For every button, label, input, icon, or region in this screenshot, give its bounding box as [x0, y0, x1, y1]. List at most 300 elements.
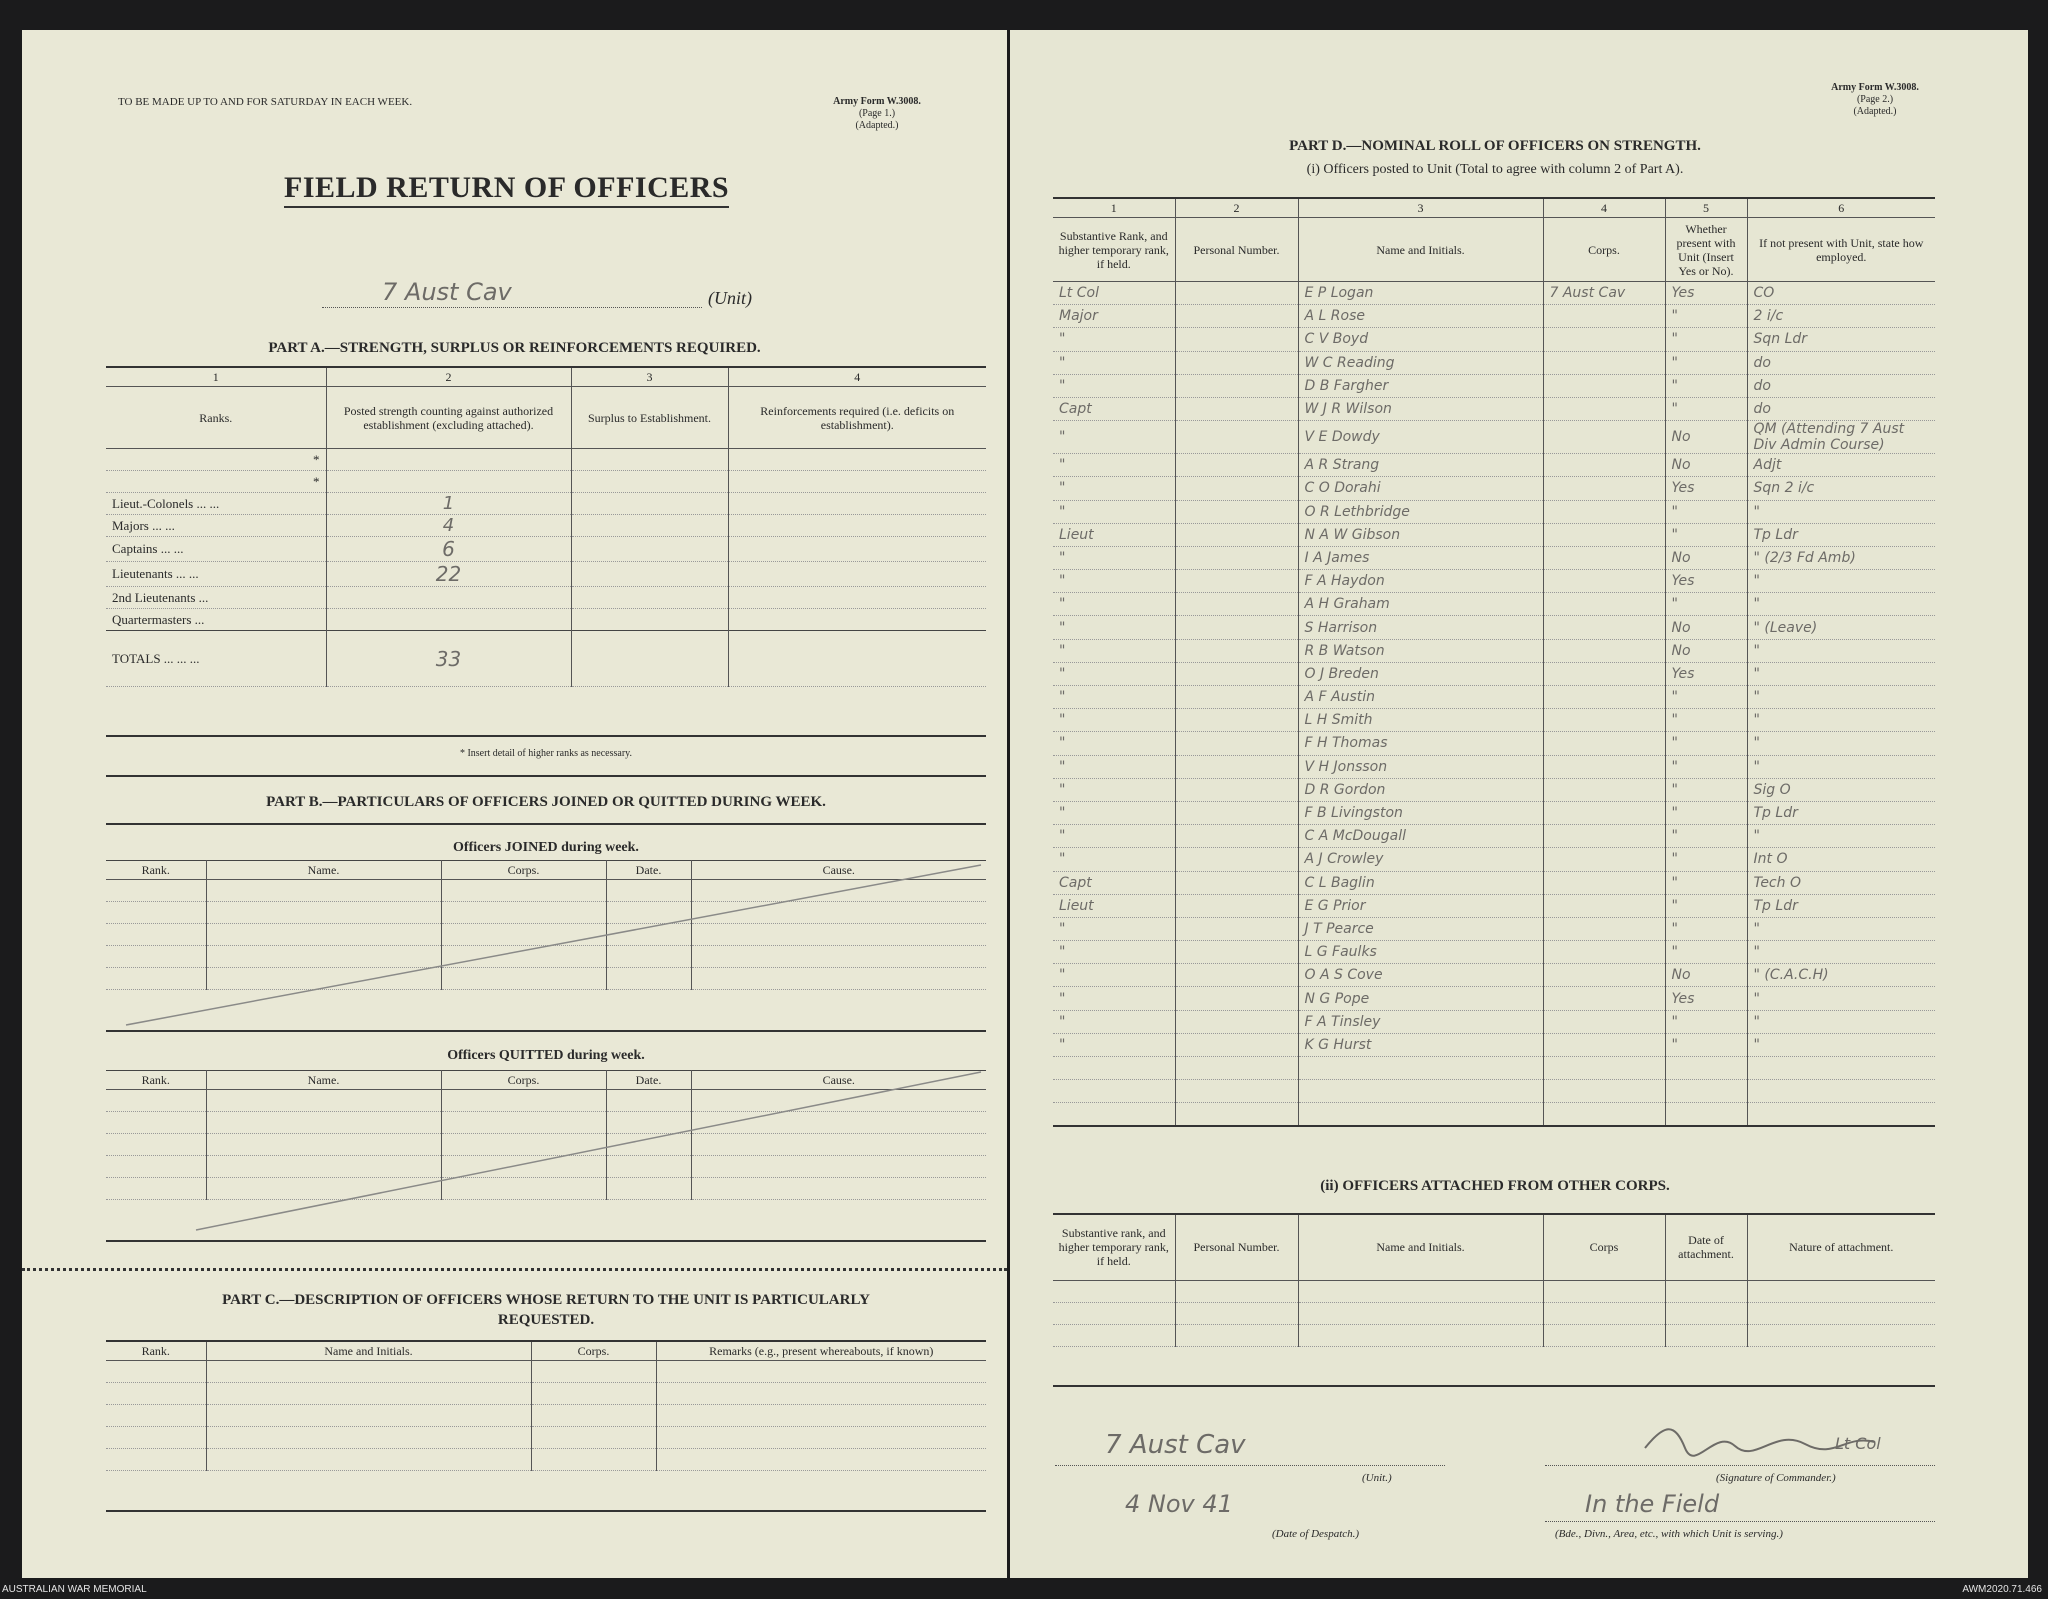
table-row: [1053, 282, 1935, 305]
roll-cell-present: ": [1665, 397, 1747, 420]
roll-cell-present: Yes: [1665, 987, 1747, 1010]
column-header-ranks: Ranks.: [106, 387, 326, 449]
roll-cell-rank: ": [1053, 709, 1175, 732]
roll-cell-employed: Sqn Ldr: [1747, 328, 1935, 351]
table-row: [1053, 1057, 1935, 1080]
table-row: Quartermasters ...: [106, 609, 986, 631]
rule: [106, 1240, 986, 1242]
table-row: [1053, 1103, 1935, 1126]
table-row: Lieut.-Colonels ... ... 1: [106, 493, 986, 515]
footer-archive-label: AUSTRALIAN WAR MEMORIAL: [2, 1584, 147, 1595]
form-number-block: [1790, 82, 1960, 118]
roll-cell-name: C L Baglin: [1298, 871, 1543, 894]
roll-cell-rank: ": [1053, 639, 1175, 662]
roll-cell-employed: ": [1747, 1033, 1935, 1056]
roll-cell-rank: ": [1053, 421, 1175, 454]
roll-cell-rank: ": [1053, 1010, 1175, 1033]
roll-cell-name: A L Rose: [1298, 305, 1543, 328]
table-row: 2nd Lieutenants ...: [106, 587, 986, 609]
unit-value: 7 Aust Cav: [382, 278, 512, 306]
roll-cell-rank: ": [1053, 616, 1175, 639]
top-note: TO BE MADE UP TO AND FOR SATURDAY IN EACH WEEK.: [118, 96, 413, 108]
table-row: [1053, 709, 1935, 732]
column-header-cause: Cause.: [691, 1071, 986, 1090]
roll-cell-name: F H Thomas: [1298, 732, 1543, 755]
roll-cell-corps: [1543, 871, 1665, 894]
table-row: [1053, 616, 1935, 639]
roll-cell-present: ": [1665, 305, 1747, 328]
roll-cell-corps: [1543, 964, 1665, 987]
column-header-name-and-initials: Name and Initials.: [206, 1341, 531, 1361]
roll-column-headers: [1053, 218, 1935, 282]
roll-cell-present: ": [1665, 941, 1747, 964]
location-value: In the Field: [1585, 1490, 1720, 1518]
column-header-surplus: Surplus to Establishment.: [571, 387, 728, 449]
column-header-rank: Rank.: [106, 1071, 206, 1090]
roll-cell-corps: [1543, 523, 1665, 546]
roll-cell-rank: ": [1053, 662, 1175, 685]
roll-cell-corps: [1543, 616, 1665, 639]
roll-cell-name: A H Graham: [1298, 593, 1543, 616]
roll-cell-rank: ": [1053, 454, 1175, 477]
part-a-table: [106, 368, 986, 687]
roll-cell-employed: ": [1747, 917, 1935, 940]
table-row: [1053, 523, 1935, 546]
roll-cell-rank: ": [1053, 987, 1175, 1010]
roll-cell-present: ": [1665, 374, 1747, 397]
strike-through-line: [106, 1070, 986, 1240]
unit-label: (Unit): [708, 288, 752, 308]
roll-cell-rank: ": [1053, 732, 1175, 755]
column-header-corps: Corps.: [441, 861, 606, 880]
roll-cell-name: A R Strang: [1298, 454, 1543, 477]
roll-cell-employed: Adjt: [1747, 454, 1935, 477]
roll-cell-employed: ": [1747, 755, 1935, 778]
roll-cell-name: D R Gordon: [1298, 778, 1543, 801]
roll-cell-present: ": [1665, 709, 1747, 732]
roll-cell-present: ": [1665, 328, 1747, 351]
roll-cell-employed: ": [1747, 825, 1935, 848]
roll-cell-present: ": [1665, 848, 1747, 871]
roll-cell-name: V E Dowdy: [1298, 421, 1543, 454]
column-header-personal-number: Personal Number.: [1175, 218, 1298, 282]
roll-cell-present: ": [1665, 523, 1747, 546]
sign-unit-label: (Unit.): [1362, 1472, 1392, 1484]
table-row: [106, 1449, 986, 1471]
table-row: [1053, 732, 1935, 755]
column-header-remarks: Remarks (e.g., present whereabouts, if known): [656, 1341, 986, 1361]
table-row: [1053, 593, 1935, 616]
roll-cell-present: Yes: [1665, 662, 1747, 685]
roll-cell-name: L G Faulks: [1298, 941, 1543, 964]
roll-cell-employed: ": [1747, 686, 1935, 709]
sign-date-label: (Date of Despatch.): [1272, 1528, 1360, 1540]
roll-cell-corps: [1543, 894, 1665, 917]
roll-cell-present: ": [1665, 351, 1747, 374]
roll-cell-employed: Sqn 2 i/c: [1747, 477, 1935, 500]
table-row: [1053, 894, 1935, 917]
roll-cell-present: ": [1665, 801, 1747, 824]
table-row: [1053, 755, 1935, 778]
roll-cell-employed: QM (Attending 7 Aust Div Admin Course): [1747, 421, 1935, 454]
rule: [106, 823, 986, 825]
roll-cell-rank: Lieut: [1053, 894, 1175, 917]
roll-cell-rank: ": [1053, 1033, 1175, 1056]
sign-date-field: [1055, 1490, 1445, 1522]
roll-cell-corps: [1543, 941, 1665, 964]
column-header-personal-number: Personal Number.: [1175, 1214, 1298, 1280]
roll-cell-corps: [1543, 848, 1665, 871]
roll-cell-corps: [1543, 374, 1665, 397]
roll-cell-present: ": [1665, 825, 1747, 848]
table-row: [1053, 305, 1935, 328]
part-a-bottom-rule: [106, 735, 986, 737]
nominal-roll-rows: [1053, 282, 1935, 1127]
roll-cell-present: ": [1665, 778, 1747, 801]
roll-cell-corps: [1543, 546, 1665, 569]
roll-cell-rank: ": [1053, 825, 1175, 848]
roll-cell-rank: Lt Col: [1053, 282, 1175, 305]
form-adapted: (Adapted.): [1853, 106, 1897, 117]
table-row: [1053, 351, 1935, 374]
part-a-footnote: * Insert detail of higher ranks as necessary.: [459, 748, 633, 759]
roll-cell-employed: ": [1747, 987, 1935, 1010]
roll-cell-rank: ": [1053, 686, 1175, 709]
roll-cell-employed: ": [1747, 662, 1935, 685]
roll-cell-corps: [1543, 570, 1665, 593]
table-row: [1053, 871, 1935, 894]
table-row: [1053, 477, 1935, 500]
part-c-heading: PART C.—DESCRIPTION OF OFFICERS WHOSE RETURN TO THE UNIT IS PARTICULARLY REQUESTED.: [222, 1292, 870, 1328]
table-row: [1053, 801, 1935, 824]
form-page-number: (Page 1.): [858, 108, 896, 119]
table-row: [1053, 778, 1935, 801]
roll-cell-present: ": [1665, 1010, 1747, 1033]
roll-cell-name: R B Watson: [1298, 639, 1543, 662]
column-header-name: Name.: [206, 861, 441, 880]
table-row: Lieutenants ... ... 22: [106, 562, 986, 587]
roll-cell-corps: [1543, 732, 1665, 755]
roll-cell-rank: ": [1053, 801, 1175, 824]
roll-cell-name: A J Crowley: [1298, 848, 1543, 871]
signature-field: [1545, 1430, 1935, 1466]
table-row: [1053, 500, 1935, 523]
roll-cell-name: I A James: [1298, 546, 1543, 569]
roll-cell-rank: Lieut: [1053, 523, 1175, 546]
roll-cell-present: ": [1665, 917, 1747, 940]
roll-cell-corps: [1543, 917, 1665, 940]
roll-cell-employed: do: [1747, 374, 1935, 397]
roll-cell-corps: [1543, 1010, 1665, 1033]
form-number: Army Form W.3008.: [1831, 82, 1919, 93]
roll-cell-rank: ": [1053, 917, 1175, 940]
table-row: [1053, 546, 1935, 569]
table-row: [1053, 454, 1935, 477]
column-header-cause: Cause.: [691, 861, 986, 880]
table-row: [1053, 639, 1935, 662]
roll-cell-rank: ": [1053, 477, 1175, 500]
page-title: FIELD RETURN OF OFFICERS: [284, 170, 729, 208]
column-header-corps: Corps: [1543, 1214, 1665, 1280]
roll-cell-name: E G Prior: [1298, 894, 1543, 917]
roll-cell-name: W C Reading: [1298, 351, 1543, 374]
column-header-nature-of-attachment: Nature of attachment.: [1747, 1214, 1935, 1280]
column-header-rank: Rank.: [106, 861, 206, 880]
roll-cell-employed: do: [1747, 351, 1935, 374]
table-row: [1053, 397, 1935, 420]
roll-cell-name: O R Lethbridge: [1298, 500, 1543, 523]
roll-cell-rank: ": [1053, 941, 1175, 964]
part-c-table: [106, 1340, 986, 1471]
column-header-rank: Rank.: [106, 1341, 206, 1361]
rule: [106, 1510, 986, 1512]
roll-cell-name: V H Jonsson: [1298, 755, 1543, 778]
roll-cell-corps: [1543, 593, 1665, 616]
roll-cell-corps: [1543, 421, 1665, 454]
roll-cell-employed: ": [1747, 709, 1935, 732]
table-row: [106, 1405, 986, 1427]
location-field: [1545, 1490, 1935, 1522]
table-row: [1053, 570, 1935, 593]
column-header-date: Date.: [606, 861, 691, 880]
quitted-heading: Officers QUITTED during week.: [447, 1048, 645, 1063]
roll-cell-corps: [1543, 801, 1665, 824]
table-row: [1053, 917, 1935, 940]
roll-cell-employed: CO: [1747, 282, 1935, 305]
column-header-present: Whether present with Unit (Insert Yes or No).: [1665, 218, 1747, 282]
roll-cell-corps: [1543, 825, 1665, 848]
roll-cell-present: ": [1665, 500, 1747, 523]
perforation-line: [22, 1268, 1007, 1271]
form-page-2: [1010, 30, 2028, 1578]
roll-cell-employed: " (C.A.C.H): [1747, 964, 1935, 987]
form-number-block: [802, 96, 952, 132]
roll-cell-present: Yes: [1665, 570, 1747, 593]
roll-cell-present: No: [1665, 546, 1747, 569]
roll-cell-name: D B Fargher: [1298, 374, 1543, 397]
roll-cell-employed: " (Leave): [1747, 616, 1935, 639]
roll-cell-rank: Capt: [1053, 397, 1175, 420]
roll-cell-rank: Major: [1053, 305, 1175, 328]
roll-cell-employed: Tp Ldr: [1747, 801, 1935, 824]
rule: [106, 1030, 986, 1032]
roll-cell-corps: [1543, 477, 1665, 500]
roll-cell-employed: Tech O: [1747, 871, 1935, 894]
table-row: [1053, 328, 1935, 351]
roll-cell-rank: ": [1053, 374, 1175, 397]
roll-cell-employed: ": [1747, 500, 1935, 523]
rule: [1053, 1385, 1935, 1387]
roll-cell-corps: [1543, 709, 1665, 732]
roll-cell-employed: ": [1747, 941, 1935, 964]
roll-cell-employed: Tp Ldr: [1747, 894, 1935, 917]
part-d-subheading: (i) Officers posted to Unit (Total to agree with column 2 of Part A).: [1306, 162, 1684, 177]
roll-cell-name: O J Breden: [1298, 662, 1543, 685]
column-header-rank: Substantive rank, and higher temporary rank, if held.: [1053, 1214, 1175, 1280]
roll-cell-corps: 7 Aust Cav: [1543, 282, 1665, 305]
column-header-date: Date.: [606, 1071, 691, 1090]
form-number: Army Form W.3008.: [833, 96, 921, 107]
table-row: [1053, 1080, 1935, 1103]
table-row: [1053, 686, 1935, 709]
unit-field: [322, 278, 702, 308]
roll-cell-employed: ": [1747, 570, 1935, 593]
roll-cell-name: C O Dorahi: [1298, 477, 1543, 500]
sign-date-value: 4 Nov 41: [1125, 1490, 1233, 1518]
roll-cell-rank: ": [1053, 546, 1175, 569]
roll-cell-corps: [1543, 351, 1665, 374]
roll-cell-rank: ": [1053, 351, 1175, 374]
totals-row: TOTALS ... ... ... 33: [106, 631, 986, 687]
roll-cell-name: F A Haydon: [1298, 570, 1543, 593]
roll-cell-rank: ": [1053, 755, 1175, 778]
joined-heading: Officers JOINED during week.: [453, 840, 639, 855]
roll-cell-employed: ": [1747, 732, 1935, 755]
roll-cell-name: L H Smith: [1298, 709, 1543, 732]
roll-cell-employed: do: [1747, 397, 1935, 420]
table-row: *: [106, 449, 986, 471]
table-row: [106, 1383, 986, 1405]
roll-cell-rank: Capt: [1053, 871, 1175, 894]
table-row: [1053, 987, 1935, 1010]
table-row: [1053, 825, 1935, 848]
roll-cell-present: Yes: [1665, 477, 1747, 500]
roll-cell-present: ": [1665, 1033, 1747, 1056]
column-header-corps: Corps.: [441, 1071, 606, 1090]
column-header-name-and-initials: Name and Initials.: [1298, 218, 1543, 282]
signature-label: (Signature of Commander.): [1716, 1472, 1836, 1484]
strike-through-line: [106, 860, 986, 1030]
part-b-heading: PART B.—PARTICULARS OF OFFICERS JOINED OR QUITTED DURING WEEK.: [266, 794, 826, 810]
roll-cell-name: C A McDougall: [1298, 825, 1543, 848]
rule: [106, 775, 986, 777]
roll-cell-name: N G Pope: [1298, 987, 1543, 1010]
roll-cell-corps: [1543, 305, 1665, 328]
table-row: [1053, 421, 1935, 454]
table-row: [1053, 662, 1935, 685]
roll-cell-corps: [1543, 778, 1665, 801]
roll-cell-rank: ": [1053, 328, 1175, 351]
roll-cell-name: F A Tinsley: [1298, 1010, 1543, 1033]
roll-cell-present: ": [1665, 871, 1747, 894]
nominal-roll-table: [1053, 197, 1935, 1127]
roll-cell-rank: ": [1053, 593, 1175, 616]
roll-cell-employed: 2 i/c: [1747, 305, 1935, 328]
roll-cell-name: A F Austin: [1298, 686, 1543, 709]
column-header-reinforcements: Reinforcements required (i.e. deficits on establishment).: [728, 387, 986, 449]
column-header-posted-strength: Posted strength counting against authorized establishment (excluding attached).: [326, 387, 571, 449]
sign-unit-value: 7 Aust Cav: [1105, 1430, 1246, 1460]
table-row: [1053, 374, 1935, 397]
roll-cell-employed: Sig O: [1747, 778, 1935, 801]
roll-cell-corps: [1543, 686, 1665, 709]
table-row: [1053, 1324, 1935, 1346]
form-page-number: (Page 2.): [1856, 94, 1894, 105]
column-header-name-and-initials: Name and Initials.: [1298, 1214, 1543, 1280]
location-label: (Bde., Divn., Area, etc., with which Unit is serving.): [1555, 1528, 1783, 1540]
roll-cell-present: No: [1665, 454, 1747, 477]
roll-cell-name: W J R Wilson: [1298, 397, 1543, 420]
roll-cell-corps: [1543, 328, 1665, 351]
roll-cell-name: C V Boyd: [1298, 328, 1543, 351]
roll-cell-rank: ": [1053, 500, 1175, 523]
roll-cell-name: E P Logan: [1298, 282, 1543, 305]
part-a-column-numbers: 1 2 3 4: [106, 368, 986, 387]
roll-cell-employed: ": [1747, 1010, 1935, 1033]
column-header-employment: If not present with Unit, state how employed.: [1747, 218, 1935, 282]
roll-cell-name: O A S Cove: [1298, 964, 1543, 987]
table-row: [1053, 1280, 1935, 1302]
roll-cell-employed: ": [1747, 639, 1935, 662]
roll-cell-name: J T Pearce: [1298, 917, 1543, 940]
table-row: [1053, 1302, 1935, 1324]
table-row: [1053, 1033, 1935, 1056]
roll-cell-present: ": [1665, 894, 1747, 917]
roll-cell-employed: ": [1747, 593, 1935, 616]
column-header-corps: Corps.: [1543, 218, 1665, 282]
roll-cell-corps: [1543, 987, 1665, 1010]
roll-cell-name: S Harrison: [1298, 616, 1543, 639]
roll-cell-present: No: [1665, 639, 1747, 662]
table-row: Captains ... ... 6: [106, 537, 986, 562]
part-d-heading: PART D.—NOMINAL ROLL OF OFFICERS ON STRENGTH.: [1289, 138, 1701, 154]
column-header-corps: Corps.: [531, 1341, 656, 1361]
column-header-name: Name.: [206, 1071, 441, 1090]
roll-cell-present: ": [1665, 755, 1747, 778]
table-row: [1053, 964, 1935, 987]
roll-cell-corps: [1543, 755, 1665, 778]
footer-accession-number: AWM2020.71.466: [1962, 1584, 2042, 1595]
column-header-rank: Substantive Rank, and higher temporary rank, if held.: [1053, 218, 1175, 282]
roll-cell-corps: [1543, 397, 1665, 420]
form-page-1: [22, 30, 1007, 1578]
roll-cell-present: No: [1665, 964, 1747, 987]
roll-cell-employed: Int O: [1747, 848, 1935, 871]
table-row: [106, 1361, 986, 1383]
attached-table: [1053, 1213, 1935, 1347]
roll-cell-name: K G Hurst: [1298, 1033, 1543, 1056]
attached-heading: (ii) OFFICERS ATTACHED FROM OTHER CORPS.: [1320, 1178, 1670, 1194]
roll-cell-present: No: [1665, 421, 1747, 454]
sign-unit-field: [1055, 1430, 1445, 1466]
roll-cell-corps: [1543, 1033, 1665, 1056]
signature-rank: Lt Col: [1835, 1434, 1881, 1453]
roll-cell-rank: ": [1053, 848, 1175, 871]
table-row: *: [106, 471, 986, 493]
part-a-heading: PART A.—STRENGTH, SURPLUS OR REINFORCEMENTS REQUIRED.: [268, 340, 761, 356]
roll-cell-present: ": [1665, 732, 1747, 755]
table-row: [1053, 1010, 1935, 1033]
roll-cell-present: Yes: [1665, 282, 1747, 305]
part-a-column-headers: [106, 387, 986, 449]
roll-cell-corps: [1543, 662, 1665, 685]
roll-cell-name: F B Livingston: [1298, 801, 1543, 824]
table-row: [1053, 848, 1935, 871]
roll-cell-employed: Tp Ldr: [1747, 523, 1935, 546]
roll-cell-present: ": [1665, 686, 1747, 709]
roll-cell-name: N A W Gibson: [1298, 523, 1543, 546]
roll-cell-corps: [1543, 639, 1665, 662]
table-row: [106, 1427, 986, 1449]
table-row: [1053, 941, 1935, 964]
roll-cell-rank: ": [1053, 964, 1175, 987]
roll-cell-corps: [1543, 454, 1665, 477]
roll-cell-rank: ": [1053, 570, 1175, 593]
roll-cell-present: ": [1665, 593, 1747, 616]
column-header-date-of-attachment: Date of attachment.: [1665, 1214, 1747, 1280]
roll-cell-corps: [1543, 500, 1665, 523]
table-row: Majors ... ... 4: [106, 515, 986, 537]
